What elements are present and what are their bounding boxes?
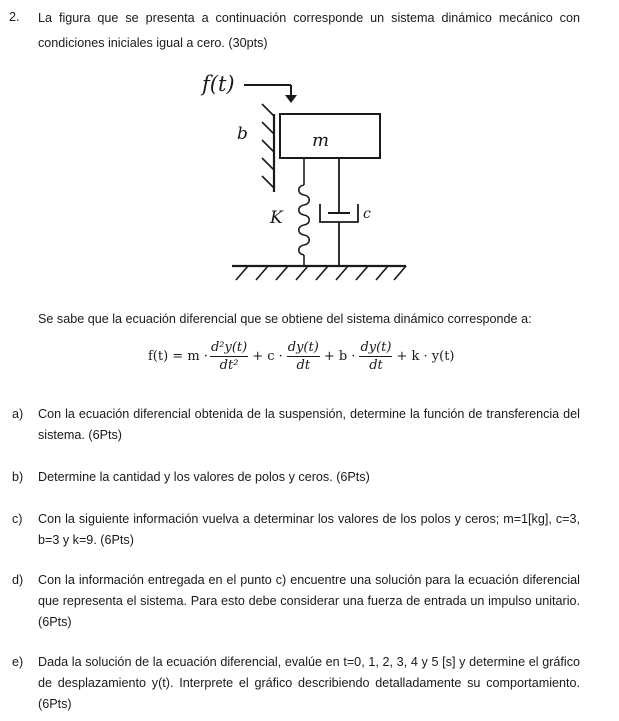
equation-term-k: + k · y(t) [396, 348, 455, 364]
item-text: Con la ecuación diferencial obtenida de la suspensión, determine la función de transferencia del sistema. (6Pts) [38, 407, 580, 442]
fraction2-numerator: dy(t) [287, 339, 319, 355]
item-b [12, 467, 580, 488]
spring-coil [299, 185, 310, 255]
fraction-second-derivative [210, 339, 248, 374]
fraction1-denominator: dt² [219, 357, 239, 373]
item-text: Determine la cantidad y los valores de polos y ceros. (6Pts) [38, 470, 370, 484]
mass-block [280, 114, 380, 158]
spring-label: K [270, 208, 283, 228]
damper-b-label: b [237, 124, 248, 144]
item-text: Con la siguiente información vuelva a determinar los valores de los polos y ceros; m=1[kg], c=3, b=3 y k=9. (6Pts) [38, 512, 580, 547]
force-label: f(t) [202, 72, 235, 96]
equation-term-b: + b · [323, 348, 356, 364]
item-label: c) [12, 512, 23, 526]
mass-label: m [312, 130, 330, 151]
wall-hatch [262, 104, 274, 188]
fraction-first-derivative-b [359, 339, 392, 374]
item-text: Con la información entregada en el punto c) encuentre una solución para la ecuación diferencial que representa el sistema. Para esto debe considerar una fuerza de entrada un impulso unitario. (6Pts) [38, 573, 580, 629]
fraction-first-derivative-c [287, 339, 320, 374]
force-arrow-head [285, 95, 297, 103]
fraction3-denominator: dt [369, 357, 383, 373]
item-c [12, 509, 580, 551]
item-d [12, 570, 580, 633]
item-text: Dada la solución de la ecuación diferencial, evalúe en t=0, 1, 2, 3, 4 y 5 [s] y determine el gráfico de desplazamiento y(t). Interprete el gráfico describiendo detalladamente su comportamiento. (6Pts) [38, 655, 580, 711]
item-label: a) [12, 407, 24, 421]
item-label: d) [12, 573, 24, 587]
fraction2-denominator: dt [296, 357, 311, 373]
ground-hatch [236, 266, 406, 280]
equation-lhs: f(t) = m · [148, 348, 208, 364]
damper-c-label: c [363, 206, 371, 222]
question-intro: La figura que se presenta a continuación corresponde un sistema dinámico mecánico con condiciones iniciales igual a cero. (30pts) [38, 11, 580, 50]
differential-equation [148, 336, 488, 376]
fraction3-numerator: dy(t) [360, 339, 392, 355]
equation-intro: Se sabe que la ecuación diferencial que se obtiene del sistema dinámico corresponde a: [38, 312, 532, 326]
item-a [12, 404, 580, 446]
item-e [12, 652, 580, 715]
fraction1-numerator: d²y(t) [210, 339, 248, 355]
item-label: e) [12, 655, 24, 669]
item-label: b) [12, 470, 24, 484]
mass-spring-damper-figure [180, 70, 420, 295]
question-number: 2. [9, 10, 20, 24]
equation-term-c: + c · [252, 348, 283, 364]
